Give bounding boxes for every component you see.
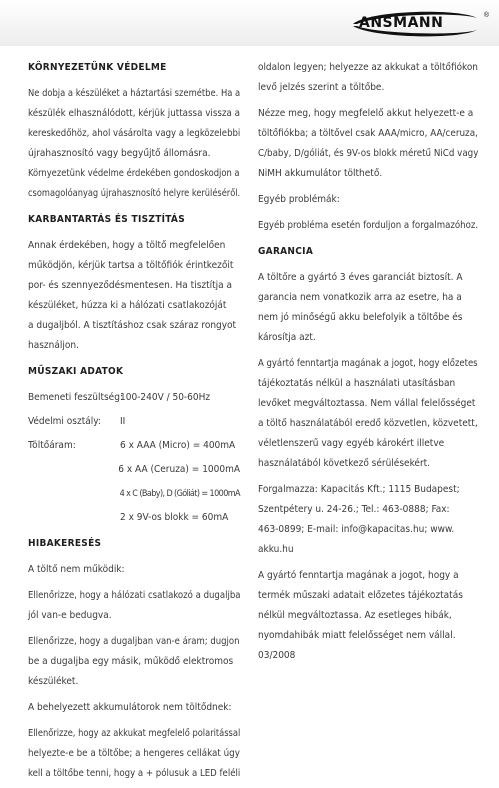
trouble-item-5 — [28, 724, 240, 784]
brand-logo — [349, 8, 489, 40]
text-line: használatából következő sérülésekért. — [258, 458, 431, 469]
other-problems-text: Egyéb probléma esetén forduljon a forgalmazóhoz. — [258, 220, 479, 231]
spec-row — [28, 460, 240, 480]
spec-label: Töltőáram: — [28, 440, 76, 451]
text-line: A gyártó fenntartja magának a jogot, hogy előzetes — [258, 358, 478, 369]
text-line: nyomdahibák miatt felelősséget nem vállal. — [258, 630, 456, 641]
logo-registered-mark: ® — [483, 12, 489, 19]
section-heading-troubleshooting: HIBAKERESÉS — [28, 538, 102, 549]
text-line: be a dugaljba egy másik, működő elektromos — [28, 656, 234, 667]
spec-value: 100-240V / 50-60Hz — [120, 392, 211, 403]
text-line: Környezetünk védelme érdekében gondoskodjon a — [28, 168, 240, 179]
trouble-continued-paragraph — [258, 58, 478, 98]
text-line: helyezte-e be a töltőbe; a hengeres cellákat úgy — [28, 748, 240, 759]
logo-text: ANSMANN — [359, 15, 444, 31]
spec-value: 4 x C (Baby), D (Góliát) = 1000mA — [119, 489, 240, 499]
spec-row — [28, 436, 240, 456]
text-line: Ellenőrizze, hogy a dugaljban van-e áram; dugjon — [28, 636, 240, 647]
trouble-item-3 — [28, 632, 240, 692]
spec-label — [28, 484, 120, 504]
text-line: oldalon legyen; helyezze az akkukat a töltőfiókon — [258, 62, 478, 73]
text-line: por- és szennyeződésmentesen. Ha tisztítja a — [28, 280, 233, 291]
text-line: akku.hu — [258, 544, 294, 555]
text-line: újrahasznosító vagy begyűjtő állomásra. — [28, 148, 211, 159]
text-line: nélkül megváltoztassa. Az esetleges hibák, — [258, 610, 452, 621]
section-heading-warranty: GARANCIA — [258, 246, 314, 257]
spec-row — [28, 484, 240, 504]
text-line: használjon. — [28, 340, 79, 351]
spec-label: Bemeneti feszültség: — [28, 392, 123, 403]
text-line: készülék elhasználódott, kérjük juttassa vissza a — [28, 108, 241, 119]
text-line: NiMH akkumulátor tölthető. — [258, 168, 383, 179]
environment-paragraph — [28, 84, 240, 204]
other-problems-label: Egyéb problémák: — [258, 194, 340, 205]
disclaimer-paragraph — [258, 566, 478, 666]
text-line: Ellenőrizze, hogy a hálózati csatlakozó a dugaljba — [28, 590, 241, 601]
section-heading-maintenance: KARBANTARTÁS ÉS TISZTÍTÁS — [28, 214, 185, 225]
spec-label: Védelmi osztály: — [28, 416, 101, 427]
text-line: Szentpétery u. 24-26.; Tel.: 463-0888; Fax: — [258, 504, 450, 515]
text-line: termék műszaki adatait előzetes tájékoztatás — [258, 590, 463, 601]
text-line: A töltőre a gyártó 3 éves garanciát biztosít. A — [258, 272, 463, 283]
text-line: károsítja azt. — [258, 332, 316, 343]
text-line: 03/2008 — [258, 650, 296, 661]
header-bar — [0, 0, 499, 46]
spec-row — [28, 508, 240, 528]
text-line: garancia nem vonatkozik arra az esetre, ha a — [258, 292, 462, 303]
text-line: a töltő használatából eredő közvetlen, közvetett, — [258, 418, 478, 429]
trouble-item-2 — [28, 586, 240, 626]
text-line: csomagolóanyag újrahasznosító helyre kerüléséről. — [28, 188, 241, 199]
warranty-paragraph-1 — [258, 268, 478, 348]
text-line: Forgalmazza: Kapacitás Kft.; 1115 Budapest; — [258, 484, 460, 495]
text-line: töltőfiókba; a töltővel csak AAA/micro, AA/ceruza, — [258, 128, 478, 139]
text-line: tájékoztatás nélkül a használati utasításban — [258, 378, 456, 389]
trouble-item-4: A behelyezett akkumulátorok nem töltődnek: — [28, 702, 232, 713]
text-line: Ellenőrizze, hogy az akkukat megfelelő polaritással — [28, 728, 241, 739]
maintenance-paragraph — [28, 236, 240, 356]
trouble-item-1: A töltő nem működik: — [28, 564, 125, 575]
text-line: készüléket. — [28, 676, 79, 687]
text-line: nem jó minőségű akku belefolyik a töltőbe és — [258, 312, 463, 323]
text-line: működjön, kérjük tartsa a töltőfiók érintkezőit — [28, 260, 234, 271]
text-line: Ne dobja a készüléket a háztartási szemétbe. Ha a — [28, 88, 241, 99]
spec-value: 2 x 9V-os blokk = 60mA — [120, 512, 229, 523]
spec-value: 6 x AAA (Micro) = 400mA — [120, 440, 236, 451]
spec-value: 6 x AA (Ceruza) = 1000mA — [118, 464, 240, 475]
text-line: A gyártó fenntartja magának a jogot, hogy a — [258, 570, 459, 581]
text-line: véletlenszerű vagy egyéb károkért illetve — [258, 438, 445, 449]
warranty-paragraph-2 — [258, 354, 478, 474]
section-heading-environment: KÖRNYEZETÜNK VÉDELME — [28, 62, 167, 73]
text-line: készüléket, húzza ki a hálózati csatlakozóját — [28, 300, 227, 311]
left-column — [28, 58, 240, 784]
spec-row — [28, 388, 240, 408]
spec-table — [28, 388, 240, 528]
text-line: 463-0899; E-mail: info@kapacitas.hu; www. — [258, 524, 455, 535]
text-line: Annak érdekében, hogy a töltő megfelelően — [28, 240, 226, 251]
spec-label — [28, 508, 120, 528]
distributor-paragraph — [258, 480, 478, 560]
text-line: kell a töltőbe tenni, hogy a + pólusuk a LED feléli — [28, 768, 241, 779]
text-line: levő jelzés szerint a töltőbe. — [258, 82, 385, 93]
text-line: C/baby, D/góliát, és 9V-os blokk méretű NiCd vagy — [258, 148, 479, 159]
text-line: jól van-e bedugva. — [28, 610, 112, 621]
spec-row — [28, 412, 240, 432]
right-column — [258, 58, 478, 666]
text-line: kereskedőhöz, ahol vásárolta vagy a legközelebbi — [28, 128, 241, 139]
text-line: Nézze meg, hogy megfelelő akkut helyezett-e a — [258, 108, 474, 119]
text-line: levőket megváltoztassa. Nem vállal felelősséget — [258, 398, 476, 409]
text-line: a dugaljból. A tisztításhoz csak száraz rongyot — [28, 320, 237, 331]
spec-value: II — [120, 416, 126, 427]
battery-check-paragraph — [258, 104, 478, 184]
section-heading-tech-data: MŰSZAKI ADATOK — [28, 366, 124, 377]
spec-label — [28, 460, 118, 480]
